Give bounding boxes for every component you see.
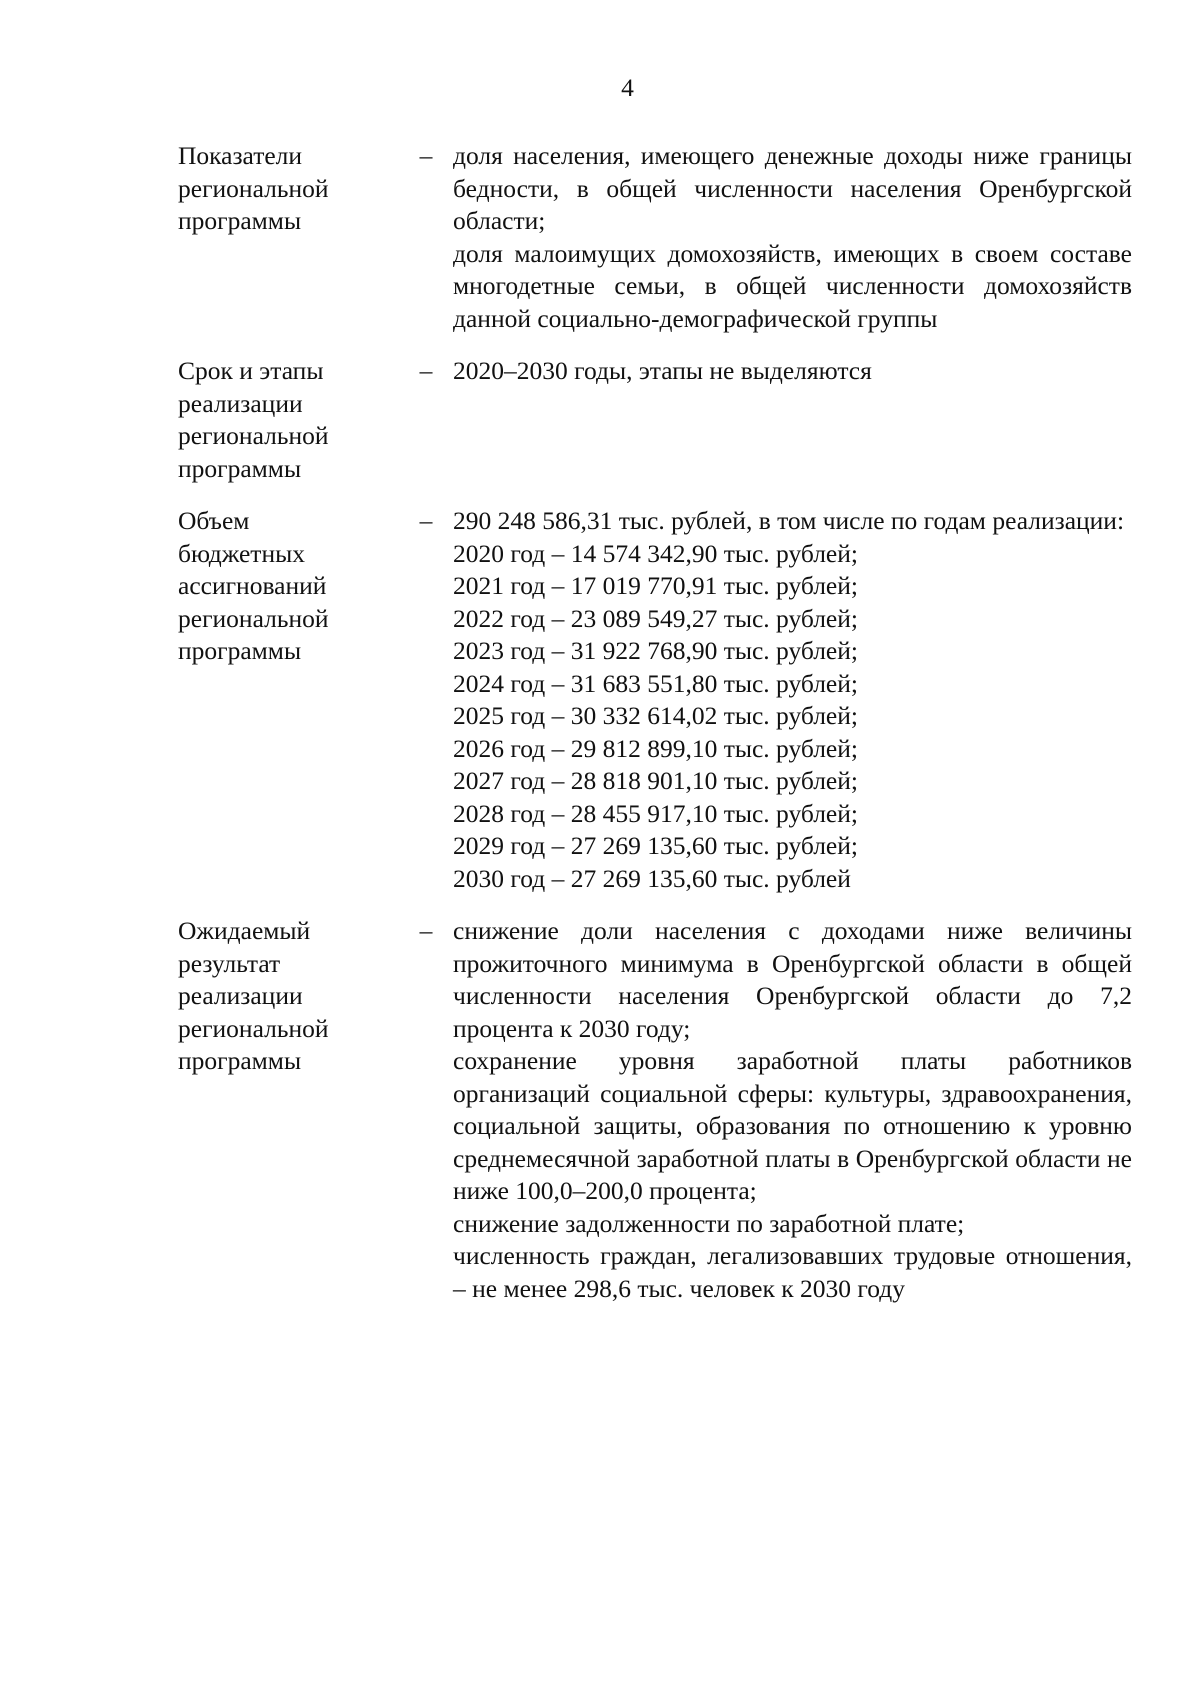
label-line: Объем xyxy=(178,506,250,535)
budget-year-line: 2025 год – 30 332 614,02 тыс. рублей; xyxy=(453,701,858,730)
dash-separator: – xyxy=(419,506,433,535)
result-paragraph: численность граждан, легализовавших трудовые отношения, – не менее 298,6 тыс. человек к 2030 году xyxy=(453,1241,1132,1303)
label-line: результат xyxy=(178,948,281,978)
label-line: программы xyxy=(178,206,302,235)
section-content xyxy=(453,915,1132,1305)
label-line: Показатели xyxy=(178,141,303,170)
label-line: реализации xyxy=(178,981,303,1010)
label-line: Срок и этапы xyxy=(178,356,324,385)
section-budget xyxy=(178,505,1132,895)
section-expected-results xyxy=(178,915,1132,1305)
budget-year-line: 2030 год – 27 269 135,60 тыс. рублей xyxy=(453,863,851,893)
budget-year-line: 2028 год – 28 455 917,10 тыс. рублей; xyxy=(453,798,858,828)
label-line: региональной xyxy=(178,603,329,633)
passport-sections xyxy=(178,140,1132,1325)
result-paragraph: сохранение уровня заработной платы работников организаций социальной сферы: культуры, здравоохранения, социальной защиты, образования по отношению к уровню среднемесячной заработной платы в Оренбургской области не ниже 100,0–200,0 процента; xyxy=(453,1046,1132,1205)
section-label xyxy=(178,140,378,238)
budget-year-line: 2027 год – 28 818 901,10 тыс. рублей; xyxy=(453,766,858,795)
budget-year-line: 2024 год – 31 683 551,80 тыс. рублей; xyxy=(453,668,858,698)
term-paragraph: 2020–2030 годы, этапы не выделяются xyxy=(453,356,872,385)
label-line: региональной xyxy=(178,173,329,203)
budget-year-line: 2022 год – 23 089 549,27 тыс. рублей; xyxy=(453,603,858,633)
budget-year-line: 2021 год – 17 019 770,91 тыс. рублей; xyxy=(453,571,858,600)
label-line: программы xyxy=(178,636,302,665)
label-line: ассигнований xyxy=(178,571,327,600)
label-line: региональной xyxy=(178,421,329,450)
result-paragraph: снижение задолженности по заработной плате; xyxy=(453,1208,965,1238)
section-indicators xyxy=(178,140,1132,335)
budget-year-line: 2026 год – 29 812 899,10 тыс. рублей; xyxy=(453,733,858,763)
section-content xyxy=(453,355,1132,485)
result-paragraph: снижение доли населения с доходами ниже величины прожиточного минимума в Оренбургской области в общей численности населения Оренбургской области до 7,2 процента к 2030 году; xyxy=(453,916,1132,1043)
budget-year-line: 2023 год – 31 922 768,90 тыс. рублей; xyxy=(453,636,858,665)
label-line: реализации xyxy=(178,388,303,418)
label-line: региональной xyxy=(178,1013,329,1043)
indicator-paragraph: доля населения, имеющего денежные доходы ниже границы бедности, в общей численности населения Оренбургской области; xyxy=(453,141,1132,235)
section-term xyxy=(178,355,1132,485)
section-label xyxy=(178,915,378,1078)
section-content xyxy=(453,140,1132,335)
label-line: Ожидаемый xyxy=(178,916,311,945)
section-label xyxy=(178,355,378,485)
dash-separator: – xyxy=(419,141,433,170)
section-content xyxy=(453,505,1132,895)
budget-year-line: 2020 год – 14 574 342,90 тыс. рублей; xyxy=(453,538,858,568)
indicator-paragraph: доля малоимущих домохозяйств, имеющих в своем составе многодетные семьи, в общей численности домохозяйств данной социально-демографической группы xyxy=(453,238,1132,333)
dash-separator: – xyxy=(419,356,433,385)
label-line: бюджетных xyxy=(178,538,305,568)
dash-separator: – xyxy=(419,916,433,945)
label-line: программы xyxy=(178,1046,302,1075)
page-number: 4 xyxy=(621,73,634,102)
label-line: программы xyxy=(178,453,302,483)
budget-year-line: 2029 год – 27 269 135,60 тыс. рублей; xyxy=(453,831,858,860)
budget-total-paragraph: 290 248 586,31 тыс. рублей, в том числе по годам реализации: xyxy=(453,506,1125,535)
section-label xyxy=(178,505,378,668)
